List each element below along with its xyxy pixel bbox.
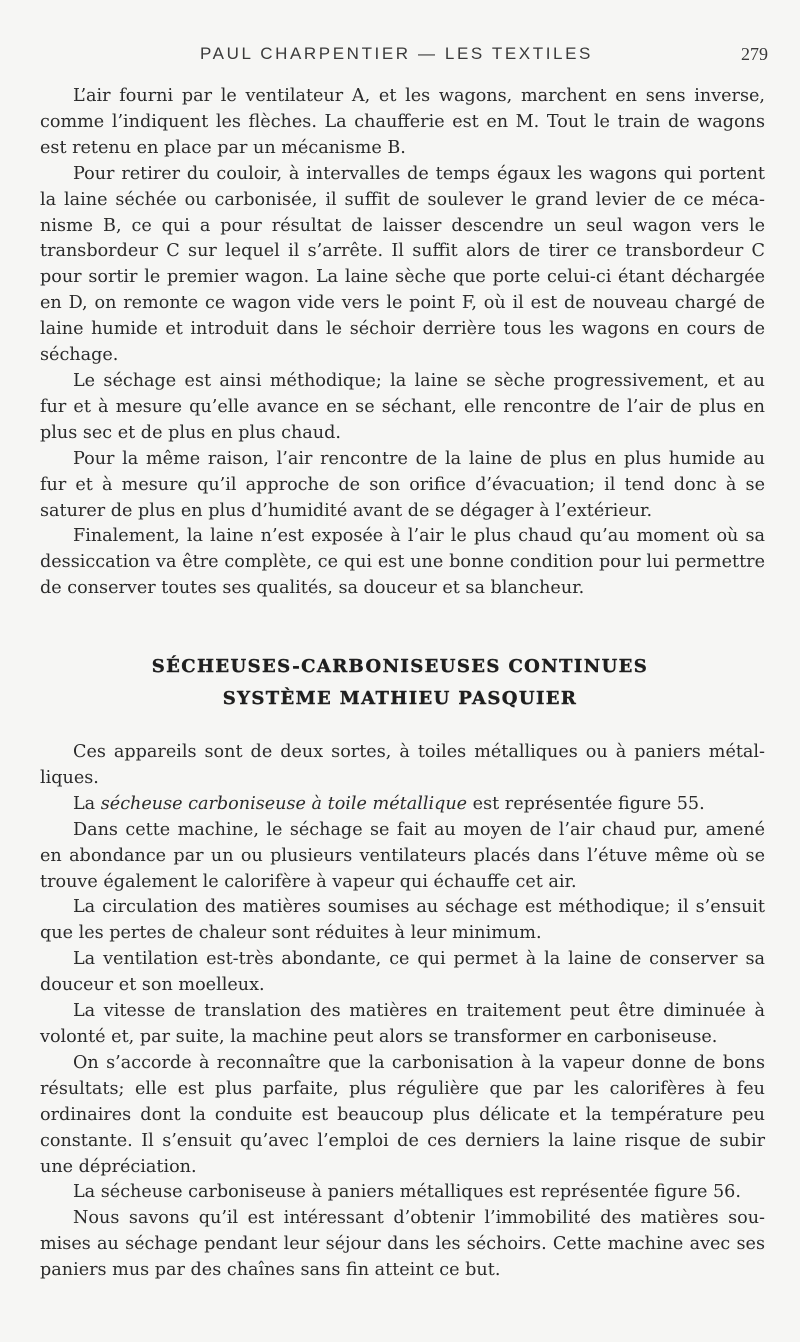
paragraph: Pour la même raison, l’air rencontre de la laine de plus en plus humide au fur et à mesure qu’il approche de son orifice d’évacuation; il tend donc à se saturer de plus en plus d’humidité avant de se dégager à l’extérieur. — [40, 448, 765, 521]
body-text-bottom — [40, 740, 765, 1284]
running-head: PAUL CHARPENTIER — LES TEXTILES — [200, 44, 593, 63]
section-title-line-1: SÉCHEUSES-CARBONISEUSES CONTINUES — [151, 656, 649, 677]
paragraph: Le séchage est ainsi méthodique; la laine se sèche progressivement, et au fur et à mesure qu’elle avance en se séchant, elle rencontre de l’air de plus en plus sec et de plus en plus chaud. — [40, 370, 765, 443]
paragraph: Pour retirer du couloir, à intervalles de temps égaux les wagons qui portent la laine séchée ou carbonisée, il suffit de soulever le grand levier de ce méca-nisme B, ce qui a pour résultat de laisser descendre un seul wagon vers le transbordeur C sur lequel il s’arrête. Il suffit alors de tirer ce transbordeur C pour sortir le premier wagon. La laine sèche que porte celui-ci étant déchargée en D, on remonte ce wagon vide vers le point F, où il est de nouveau chargé de laine humide et introduit dans le séchoir derrière tous les wagons en cours de séchage. — [40, 163, 765, 366]
page-header — [0, 44, 800, 68]
text-run: est représentée figure 55. — [467, 793, 705, 814]
section-title-line-2: SYSTÈME MATHIEU PASQUIER — [222, 688, 578, 709]
italic-term: sécheuse carboniseuse à toile métallique — [100, 793, 468, 814]
paragraph: La sécheuse carboniseuse à paniers métalliques est représentée figure 56. — [73, 1182, 741, 1203]
paragraph: La circulation des matières soumises au séchage est méthodique; il s’ensuit que les pertes de chaleur sont réduites à leur minimum. — [40, 897, 765, 944]
paragraph: Nous savons qu’il est intéressant d’obtenir l’immobilité des matières sou-mises au séchage pendant leur séjour dans les séchoirs. Cette machine avec ses paniers mus par des chaînes sans fin atteint ce but. — [40, 1208, 765, 1281]
paragraph: Dans cette machine, le séchage se fait au moyen de l’air chaud pur, amené en abondance par un ou plusieurs ventilateurs placés dans l’étuve même où se trouve également le calorifère à vapeur qui échauffe cet air. — [40, 819, 765, 892]
text-run: La — [73, 793, 101, 814]
page-number: 279 — [741, 44, 768, 64]
paragraph-intro: Ces appareils sont de deux sortes, à toiles métalliques ou à paniers métal-liques. — [40, 742, 765, 788]
paragraph: La vitesse de translation des matières en traitement peut être diminuée à volonté et, par suite, la machine peut alors se transformer en carboniseuse. — [40, 1001, 765, 1047]
paragraph: La ventilation est-très abondante, ce qui permet à la laine de conserver sa douceur et son moelleux. — [40, 949, 765, 996]
paragraph-figure-55 — [40, 792, 765, 818]
paragraph: Finalement, la laine n’est exposée à l’air le plus chaud qu’au moment où sa dessiccation va être complète, ce qui est une bonne condition pour lui permettre de conserver toutes ses qualités, sa douceur et sa blancheur. — [40, 526, 765, 599]
paragraph: L’air fourni par le ventilateur A, et les wagons, marchent en sens inverse, comme l’indiquent les flèches. La chaufferie est en M. Tout le train de wagons est retenu en place par un mécanisme B. — [40, 86, 765, 158]
paragraph: On s’accorde à reconnaître que la carbonisation à la vapeur donne de bons résultats; elle est plus parfaite, plus régulière que par les calorifères à feu ordinaires dont la conduite est beaucoup plus délicate et la température peu constante. Il s’ensuit qu’avec l’emploi de ces derniers la laine risque de subir une dépréciation. — [40, 1052, 765, 1177]
body-text-top — [40, 84, 765, 602]
